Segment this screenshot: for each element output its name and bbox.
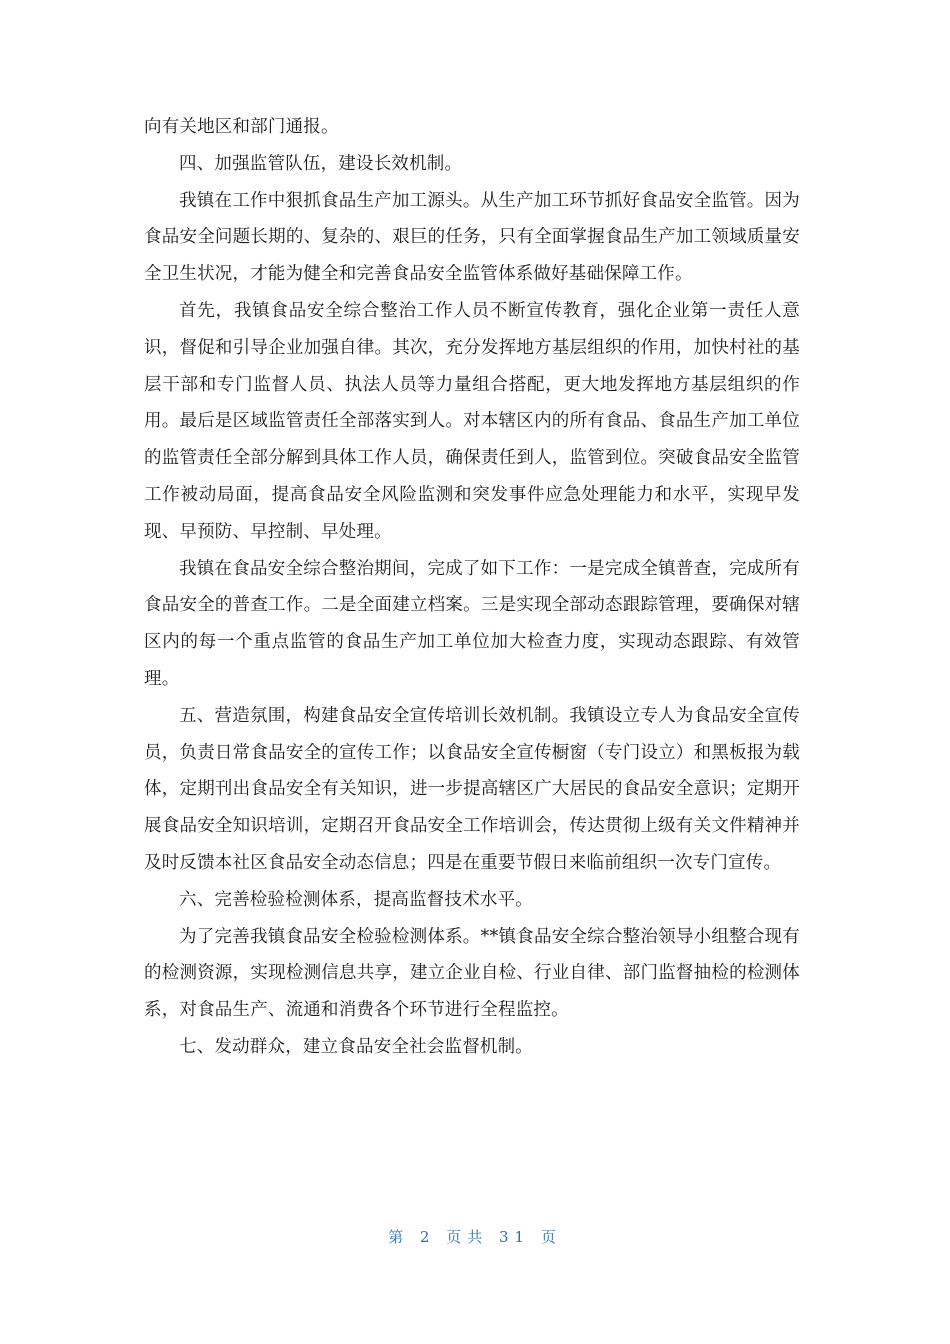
document-body: [144, 109, 800, 1066]
paragraph-6: 五、营造氛围，构建食品安全宣传培训长效机制。我镇设立专人为食品安全宣传员，负责日常食品安全的宣传工作；以食品安全宣传橱窗（专门设立）和黑板报为载体，定期刊出食品安全有关知识，进一步提高辖区广大居民的食品安全意识；定期开展食品安全知识培训，定期召开食品安全工作培训会，传达贯彻上级有关文件精神并及时反馈本社区食品安全动态信息；四是在重要节假日来临前组织一次专门宣传。: [144, 705, 800, 873]
footer-page-number: 2: [419, 1228, 436, 1246]
paragraph-5: 我镇在食品安全综合整治期间，完成了如下工作：一是完成全镇普查，完成所有食品安全的普查工作。二是全面建立档案。三是实现全部动态跟踪管理，要确保对辖区内的每一个重点监管的食品生产加工单位加大检查力度，实现动态跟踪、有效管理。: [144, 558, 800, 689]
paragraph-7: 六、完善检验检测体系，提高监督技术水平。: [179, 889, 533, 910]
paragraph-8: 为了完善我镇食品安全检验检测体系。**镇食品安全综合整治领导小组整合现有的检测资源，实现检测信息共享，建立企业自检、行业自律、部门监督抽检的检测体系，对食品生产、流通和消费各个环节进行全程监控。: [144, 926, 800, 1021]
paragraph-2: 四、加强监管队伍，建设长效机制。: [179, 153, 463, 174]
paragraph-1: 向有关地区和部门通报。: [144, 117, 339, 137]
paragraph-3: 我镇在工作中狠抓食品生产加工源头。从生产加工环节抓好食品安全监管。因为食品安全问题长期的、复杂的、艰巨的任务，只有全面掌握食品生产加工领域质量安全卫生状况，才能为健全和完善食品安全监管体系做好基础保障工作。: [144, 190, 800, 285]
footer-middle: 页共: [446, 1228, 489, 1246]
footer-suffix: 页: [540, 1228, 562, 1246]
footer-total-pages: 31: [499, 1228, 531, 1246]
paragraph-4: 首先，我镇食品安全综合整治工作人员不断宣传教育，强化企业第一责任人意识，督促和引导企业加强自律。其次，充分发挥地方基层组织的作用，加快村社的基层干部和专门监督人员、执法人员等力量组合搭配，更大地发挥地方基层组织的作用。最后是区域监管责任全部落实到人。对本辖区内的所有食品、食品生产加工单位的监管责任全部分解到具体工作人员，确保责任到人，监管到位。突破食品安全监管工作被动局面，提高食品安全风险监测和突发事件应急处理能力和水平，实现早发现、早预防、早控制、早处理。: [144, 300, 800, 542]
paragraph-9: 七、发动群众，建立食品安全社会监督机制。: [179, 1036, 533, 1057]
page-footer: [0, 1226, 950, 1247]
footer-prefix: 第: [388, 1228, 410, 1246]
